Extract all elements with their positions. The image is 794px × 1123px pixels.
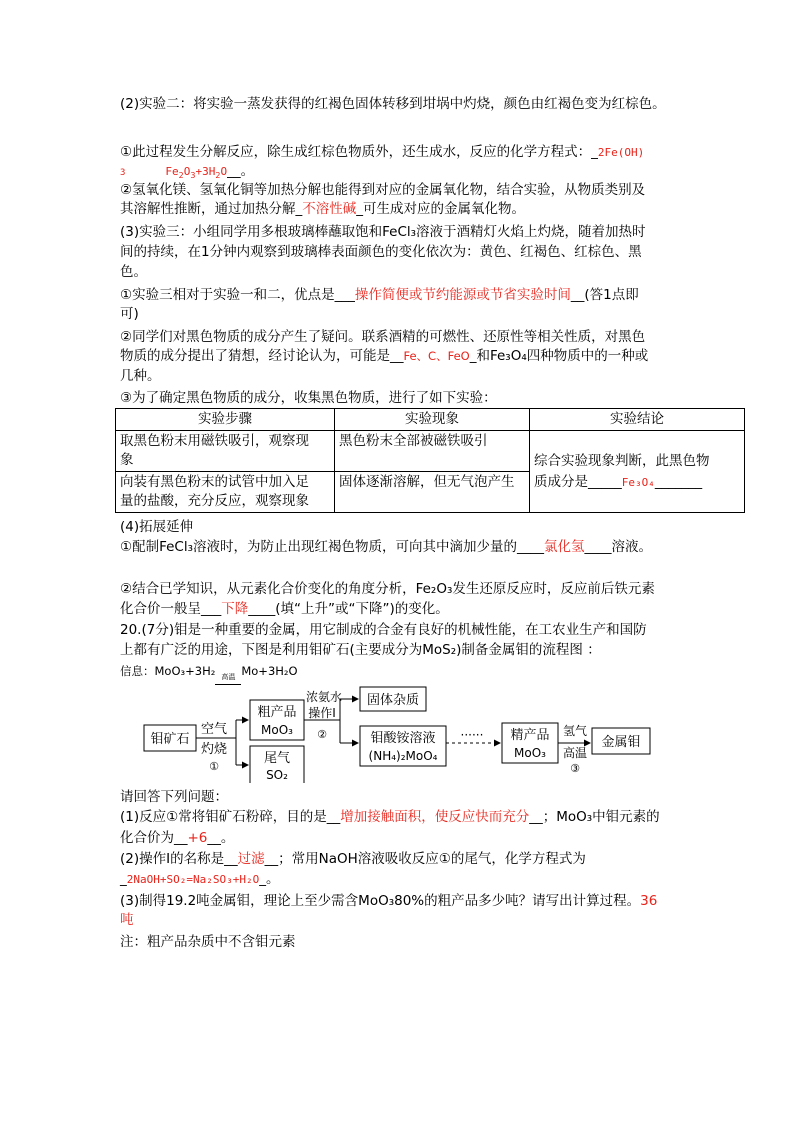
solution-title: 钼酸铵溶液 [370,731,436,746]
dots-label: ······ [460,728,484,742]
answers-intro: 请回答下列问题： [120,789,228,805]
extension-question-1: ①配制FeCl₃溶液时，为防止出现红褐色物质，可向其中滴加少量的____氯化氢____溶液。 [120,539,653,555]
question-4-line3: 几种。 [120,368,161,384]
table-cell: 固体逐渐溶解，但无气泡产生 [335,472,530,513]
question-2-line2: 其溶解性推断，通过加热分解_不溶性碱_可生成对应的金属氧化物。 [120,201,525,217]
flowchart [140,683,660,783]
answer-3-line2: 吨 [120,912,134,928]
info-equation: 信息：MoO₃+3H₂ 高温 Mo+3H₂O [120,662,298,681]
step-2-label: ② [317,728,327,741]
table-header: 实验步骤 [116,409,335,431]
extension-question-2-line2: 化合价一般呈___下降____(填“上升”或“下降”)的变化。 [120,601,449,617]
hydrogen-label: 氢气 [562,724,588,738]
paragraph-experiment-3-line1: (3)实验三：小组同学用多根玻璃棒蘸取饱和FeCl₃溶液于酒精灯火焰上灼烧，随着加热时 [120,224,646,240]
table-cell: 向装有黑色粉末的试管中加入足 量的盐酸，充分反应，观察现象 [116,472,335,513]
solution-formula: (NH₄)₂MoO₄ [368,749,438,763]
step-1-label: ① [209,760,219,773]
step-3-label: ③ [570,762,580,775]
table-header: 实验结论 [530,409,745,431]
answer-2: (2)操作Ⅰ的名称是__过滤__；常用NaOH溶液吸收反应①的尾气，化学方程式为 [120,851,586,867]
table-cell: 综合实验现象判断，此黑色物 [530,431,745,472]
question-3: ①实验三相对于实验一和二，优点是___操作简便或节约能源或节省实验时间__(答1点即 [120,287,639,303]
table-cell: 质成分是_____Fe₃O₄_______ [530,472,745,513]
answer-2-equation: _2NaOH+SO₂=Na₂SO₃+H₂O_。 [120,871,280,887]
question-4-line2: 物质的成分提出了猜想，经讨论认为，可能是__Fe、C、FeO_和Fe₃O₄四种物质中的一种或 [120,348,649,364]
table-row [116,472,745,513]
condition-label: 高温 [221,673,236,681]
metal-label: 金属钼 [601,735,641,750]
ore-label: 钼矿石 [150,732,190,747]
question-4-line1: ②同学们对黑色物质的成分产生了疑问。联系酒精的可燃性、还原性等相关性质，对黑色 [120,329,646,345]
ammonia-label: 浓氨水 [305,690,343,704]
table-row [116,431,745,472]
answer-1-line2: 化合价为__+6__。 [120,830,235,846]
operation-label: 操作Ⅰ [308,706,336,720]
experiment-table [115,408,745,513]
fine-title: 精产品 [510,728,550,743]
paragraph-experiment-3-line2: 间的持续，在1分钟内观察到玻璃棒表面颜色的变化依次为：黄色、红褐色、红棕色、黑 [120,244,642,260]
hightemp-label: 高温 [562,746,588,760]
air-label: 空气 [200,722,228,737]
table-header-row [116,409,745,431]
impurity-label: 固体杂质 [366,693,420,708]
question-3-line2: 可) [120,306,139,322]
question-20-line2: 上都有广泛的用途，下图是利用钼矿石(主要成分为MoS₂)制备金属钼的流程图 ： [120,642,601,658]
burn-label: 灼烧 [200,742,228,757]
question-5: ③为了确定黑色物质的成分，收集黑色物质，进行了如下实验： [120,390,497,406]
extension-title: (4)拓展延伸 [120,519,194,535]
question-1: ①此过程发生分解反应，除生成红棕色物质外，还生成水，反应的化学方程式：_2Fe(OH) [120,144,645,160]
crude-formula: MoO₃ [261,723,293,737]
answer-note: 注：粗产品杂质中不含钼元素 [120,934,296,950]
tail-title: 尾气 [263,751,291,766]
tail-formula: SO₂ [266,768,288,782]
table-cell: 取黑色粉末用磁铁吸引，观察现 象 [116,431,335,472]
table-header: 实验现象 [335,409,530,431]
crude-title: 粗产品 [257,705,297,720]
question-20-line1: 20.(7分)钼是一种重要的金属，用它制成的合金有良好的机械性能，在工农业生产和国防 [120,622,647,638]
paragraph-experiment-2: (2)实验二：将实验一蒸发获得的红褐色固体转移到坩埚中灼烧，颜色由红褐色变为红棕色。 [120,96,666,112]
question-1-answer-line2: 3 $Fe_2O_3+3H_2O\_\_$。 [120,163,255,180]
fine-formula: MoO₃ [514,746,546,760]
answer-3: (3)制得19.2吨金属钼，理论上至少需含MoO₃80%的粗产品多少吨？请写出计算过程。36 [120,893,658,909]
answer-1: (1)反应①常将钼矿石粉碎，目的是__增加接触面积，使反应快而充分__；MoO₃中钼元素的 [120,809,660,825]
extension-question-2-line1: ②结合已学知识，从元素化合价变化的角度分析，Fe₂O₃发生还原反应时，反应前后铁元素 [120,581,655,597]
table-cell: 黑色粉末全部被磁铁吸引 [335,431,530,472]
question-2-line1: ②氢氧化镁、氢氧化铜等加热分解也能得到对应的金属氧化物，结合实验，从物质类别及 [120,182,646,198]
paragraph-experiment-3-line3: 色。 [120,264,147,280]
